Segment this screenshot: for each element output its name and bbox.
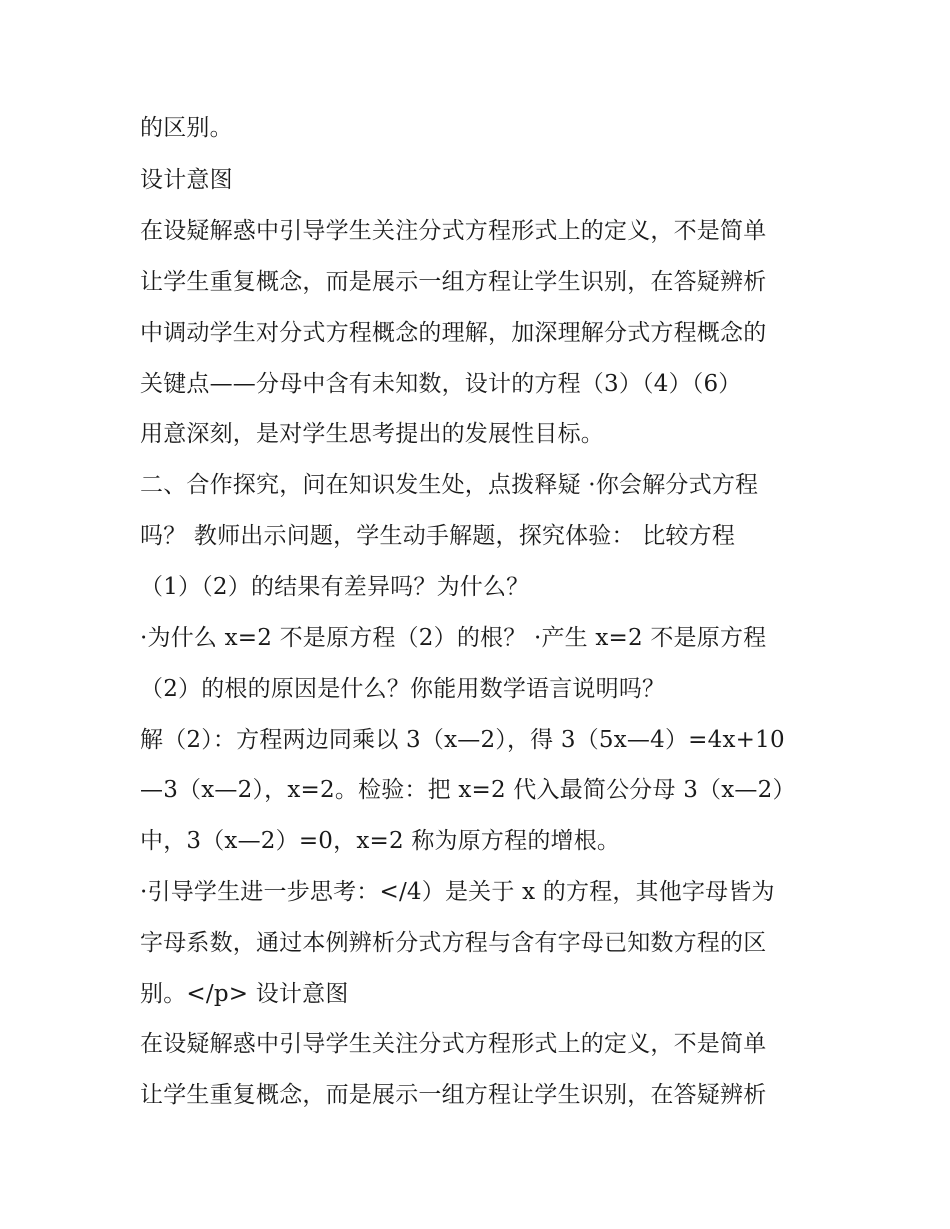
text-line: 让学生重复概念，而是展示一组方程让学生识别，在答疑辨析 xyxy=(140,269,767,295)
text-line: 关键点——分母中含有未知数，设计的方程（3）（4）（6） xyxy=(140,371,742,397)
text-line: 在设疑解惑中引导学生关注分式方程形式上的定义，不是简单 xyxy=(140,1031,767,1057)
text-line: ·引导学生进一步思考：</4）是关于 x 的方程，其他字母皆为 xyxy=(140,879,775,905)
text-line: 二、合作探究，问在知识发生处，点拨释疑 ·你会解分式方程 xyxy=(140,472,759,498)
text-line: 中，3（x—2）=0，x=2 称为原方程的增根。 xyxy=(140,828,621,854)
text-line: 吗？ 教师出示问题，学生动手解题，探究体验： 比较方程 xyxy=(140,523,736,549)
text-line: 用意深刻，是对学生思考提出的发展性目标。 xyxy=(140,421,604,447)
text-line: 解（2）：方程两边同乘以 3（x—2），得 3（5x—4）=4x+10 xyxy=(140,727,785,753)
text-line: （2）的根的原因是什么？你能用数学语言说明吗？ xyxy=(140,676,666,702)
text-line: 字母系数，通过本例辨析分式方程与含有字母已知数方程的区 xyxy=(140,930,767,956)
text-line: 中调动学生对分式方程概念的理解，加深理解分式方程概念的 xyxy=(140,320,767,346)
text-line: —3（x—2），x=2。检验：把 x=2 代入最简公分母 3（x—2） xyxy=(140,777,796,803)
text-line: 让学生重复概念，而是展示一组方程让学生识别，在答疑辨析 xyxy=(140,1082,767,1108)
text-line: ·为什么 x=2 不是原方程（2）的根？ ·产生 x=2 不是原方程 xyxy=(140,625,767,651)
text-line: 在设疑解惑中引导学生关注分式方程形式上的定义，不是简单 xyxy=(140,218,767,244)
section-heading: 设计意图 xyxy=(140,167,233,193)
text-line: 别。</p> 设计意图 xyxy=(140,981,349,1007)
text-line: 的区别。 xyxy=(140,115,233,141)
text-line: （1）（2）的结果有差异吗？为什么？ xyxy=(140,574,530,600)
